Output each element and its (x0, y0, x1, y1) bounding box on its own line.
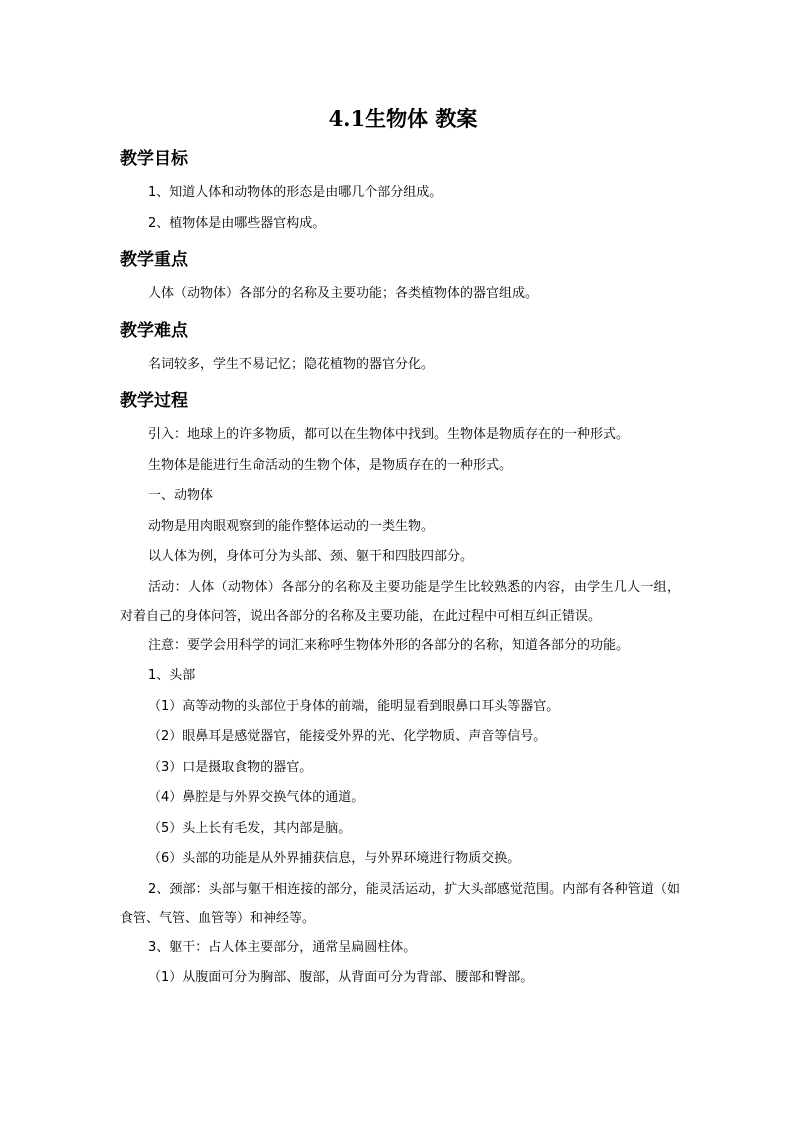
document-body (120, 140, 680, 994)
process-list-item: （2）眼鼻耳是感觉器官，能接受外界的光、化学物质、声音等信号。 (148, 729, 547, 744)
process-list-item: （4）鼻腔是与外界交换气体的通道。 (148, 790, 365, 805)
key-point-text: 人体（动物体）各部分的名称及主要功能；各类植物体的器官组成。 (148, 286, 539, 301)
process-paragraph: 引入：地球上的许多物质，都可以在生物体中找到。生物体是物质存在的一种形式。 (148, 427, 630, 442)
section-heading-difficulties: 教学难点 (120, 320, 188, 341)
process-paragraph-note: 注意：要学会用科学的词汇来称呼生物体外形的各部分的名称，知道各部分的功能。 (148, 637, 630, 653)
process-list-item: （6）头部的功能是从外界捕获信息，与外界环境进行物质交换。 (148, 851, 521, 866)
objective-item: 2、植物体是由哪些器官构成。 (148, 215, 326, 231)
process-paragraph-activity: 活动：人体（动物体）各部分的名称及主要功能是学生比较熟悉的内容，由学生几人一组，对着自己的身体问答，说出各部分的名称及主要功能，在此过程中可相互纠正错误。 (120, 579, 680, 624)
section-heading-process: 教学过程 (120, 391, 188, 411)
process-list-item: （1）高等动物的头部位于身体的前端，能明显看到眼鼻口耳头等器官。 (148, 698, 560, 714)
process-paragraph-trunk: 3、躯干：占人体主要部分，通常呈扁圆柱体。 (148, 939, 417, 955)
objective-item: 1、知道人体和动物体的形态是由哪几个部分组成。 (148, 185, 443, 200)
process-paragraph: 以人体为例，身体可分为头部、颈、躯干和四肢四部分。 (148, 549, 474, 564)
difficulty-text: 名词较多，学生不易记忆；隐花植物的器官分化。 (148, 356, 435, 372)
section-heading-key-points: 教学重点 (120, 250, 188, 270)
process-paragraph: 生物体是能进行生命活动的生物个体，是物质存在的一种形式。 (148, 457, 513, 473)
document-title: 4.1生物体 教案 (328, 106, 478, 131)
section-heading-objectives: 教学目标 (120, 149, 188, 169)
process-subheading: 一、动物体 (148, 488, 214, 503)
process-list-item: （3）口是摄取食物的器官。 (148, 759, 313, 775)
process-list-item: （1）从腹面可分为胸部、腹部，从背面可分为背部、腰部和臀部。 (148, 970, 534, 985)
process-subheading: 1、头部 (148, 668, 196, 683)
process-paragraph: 动物是用肉眼观察到的能作整体运动的一类生物。 (148, 518, 435, 534)
process-paragraph-neck: 2、颈部：头部与躯干相连接的部分，能灵活运动，扩大头部感觉范围。内部有各种管道（如食管、气管、血管等）和神经等。 (120, 881, 680, 926)
process-list-item: （5）头上长有毛发，其内部是脑。 (148, 820, 352, 836)
